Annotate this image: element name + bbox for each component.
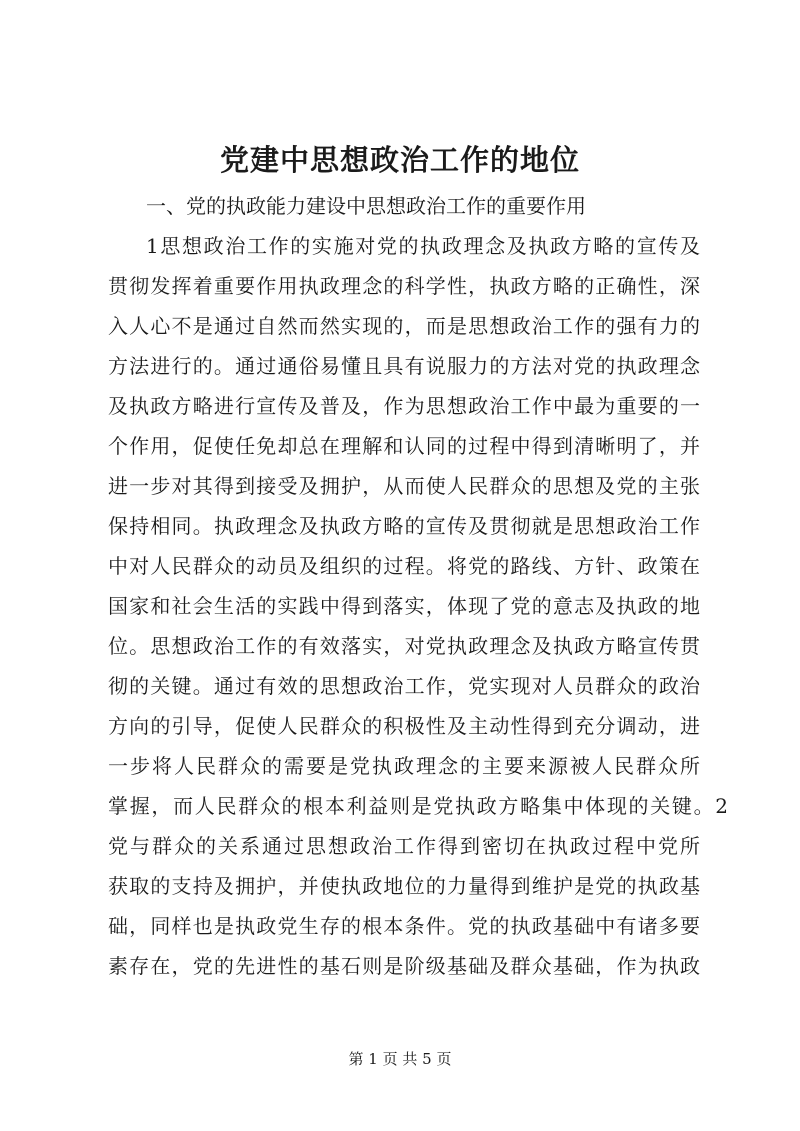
paragraph-line: 保持相同。执政理念及执政方略的宣传及贯彻就是思想政治工作 [108,514,700,538]
page-footer: 第 1 页 共 5 页 [348,1050,452,1068]
paragraph-line: 及执政方略进行宣传及普及，作为思想政治工作中最为重要的一 [108,394,700,418]
paragraph-line: 中对人民群众的动员及组织的过程。将党的路线、方针、政策在 [108,554,700,578]
section-heading: 一、党的执政能力建设中思想政治工作的重要作用 [146,194,586,218]
paragraph-line: 1思想政治工作的实施对党的执政理念及执政方略的宣传及 [146,234,700,258]
paragraph-line: 方法进行的。通过通俗易懂且具有说服力的方法对党的执政理念 [108,354,700,378]
paragraph-line: 础，同样也是执政党生存的根本条件。党的执政基础中有诸多要 [108,914,700,938]
paragraph-line: 一步将人民群众的需要是党执政理念的主要来源被人民群众所 [108,754,700,778]
paragraph-line: 党与群众的关系通过思想政治工作得到密切在执政过程中党所 [108,834,700,858]
paragraph-line: 获取的支持及拥护，并使执政地位的力量得到维护是党的执政基 [108,874,700,898]
paragraph-line: 入人心不是通过自然而然实现的，而是思想政治工作的强有力的 [108,314,700,338]
paragraph-line: 素存在，党的先进性的基石则是阶级基础及群众基础，作为执政 [108,954,700,978]
paragraph-line: 方向的引导，促使人民群众的积极性及主动性得到充分调动，进 [108,714,700,738]
paragraph-line: 国家和社会生活的实践中得到落实，体现了党的意志及执政的地 [108,594,700,618]
paragraph-line: 彻的关键。通过有效的思想政治工作，党实现对人员群众的政治 [108,674,700,698]
paragraph-line: 个作用，促使任免却总在理解和认同的过程中得到清晰明了，并 [108,434,700,458]
paragraph-line: 进一步对其得到接受及拥护，从而使人民群众的思想及党的主张 [108,474,700,498]
paragraph-line: 位。思想政治工作的有效落实，对党执政理念及执政方略宣传贯 [108,634,700,658]
paragraph-line: 贯彻发挥着重要作用执政理念的科学性，执政方略的正确性，深 [108,274,700,298]
paragraph-line: 掌握，而人民群众的根本利益则是党执政方略集中体现的关键。2 [108,794,728,818]
document-title: 党建中思想政治工作的地位 [219,143,580,177]
